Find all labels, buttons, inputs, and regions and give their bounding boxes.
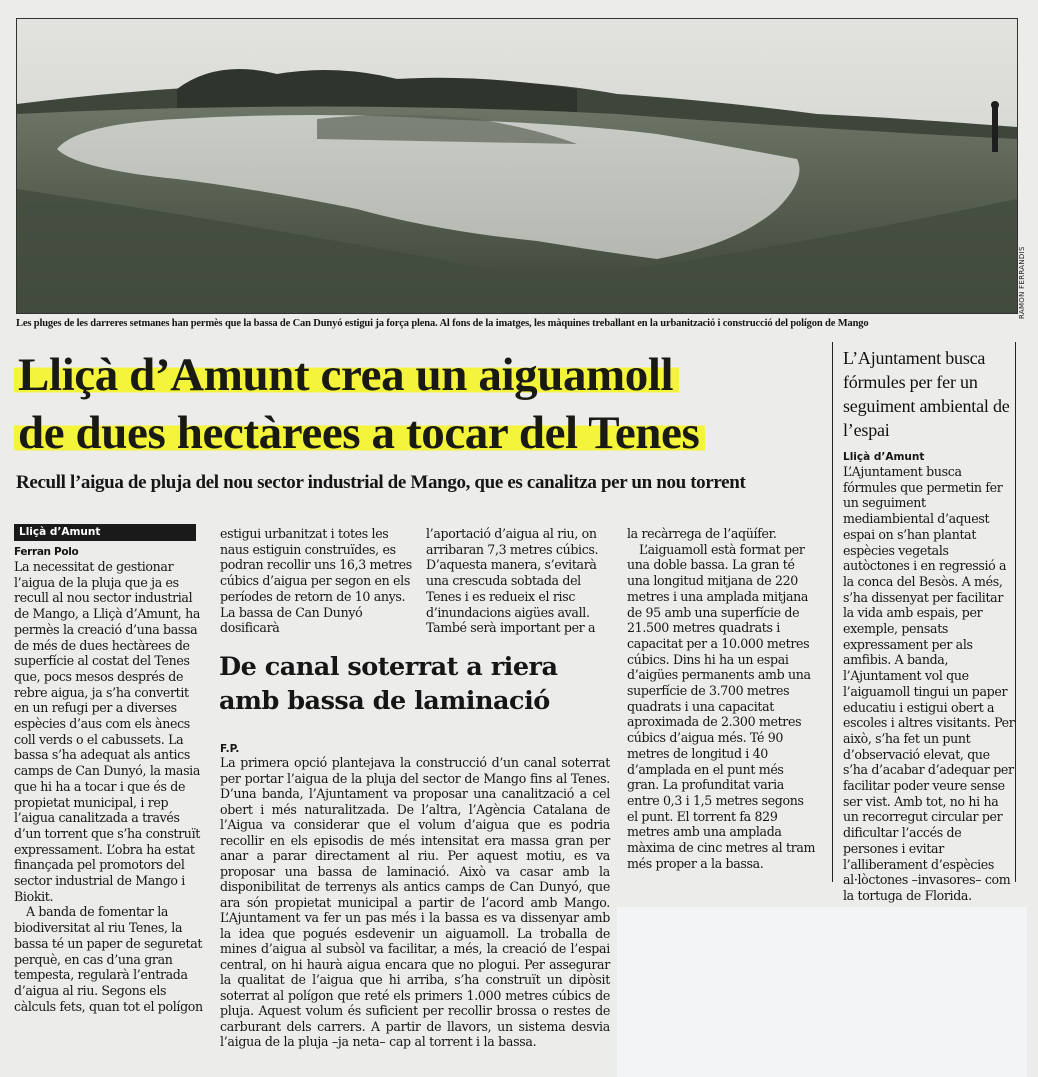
section-2-body <box>220 755 610 1050</box>
article-column-4 <box>627 526 817 871</box>
article-column-2 <box>220 526 415 636</box>
section-2-byline: F.P. <box>220 743 240 755</box>
paragraph: La primera opció plantejava la construcció d’un canal soterrat per portar l’aigua de la pluja del sector de Mango fins al Tenes. D’una banda, l’Ajuntament va proposar una canalització a cel obert i més naturalitzada. De l’altra, l’Agència Catalana de l’Aigua va considerar que el volum d’aigua que es podria recollir en els episodis de més intensitat era massa gran per anar a parar directament al riu. Per aquest motiu, es va proposar una bassa de laminació. Això va casar amb la disponibilitat de terrenys als antics camps de Can Dunyó, que ara són propietat municipal a partir de l’acord amb Mango. L’Ajuntament va fer un pas més i la bassa es va dissenyar amb la idea que pogués esdevenir un aiguamoll. La troballa de mines d’aigua al subsòl va facilitar, a més, la creació de l’espai central, on hi haurà aigua encara que no plogui. Per assegurar la qualitat de l’aigua que hi arriba, s’ha construït un dipòsit soterrat al polígon que reté els primers 1.000 metres cúbics de pluja. Aquest volum és suficient per recollir brossa o restes de carburant dels carrers. A partir de llavors, un sistema desvia l’aigua de la pluja –ja neta– cap al torrent i la bassa. <box>220 755 610 1049</box>
blank-area <box>617 907 1027 1077</box>
author-byline: Ferran Polo <box>14 546 79 558</box>
article-column-1 <box>14 545 204 1014</box>
paragraph: l’aportació d’aigua al riu, on arribaran 7,3 metres cúbics. D’aquesta manera, s’evitarà una crescuda sobtada del Tenes i es redueix el risc d’inundacions aigües avall. També serà important per a <box>426 526 599 636</box>
paragraph: La necessitat de gestionar l’aigua de la pluja que ja es recull al nou sector industrial de Mango, a Lliçà d’Amunt, ha permès la creació d’una bassa de més de dues hectàrees de superfície al costat del Tenes que, pocs mesos després de rebre aigua, ja s’ha convertit en un refugi per a diverses espècies d’aus com els ànecs coll verds o el cabussets. La bassa s’ha adequat als antics camps de Can Dunyó, la masia que hi ha a tocar i que és de propietat municipal, i rep l’aigua canalitzada a través d’un torrent que s’ha construït expressament. L’obra ha estat finançada pel promotors del sector industrial de Mango i Biokit. <box>14 559 201 904</box>
sidebar-box <box>832 342 1016 903</box>
section-2-title <box>219 650 619 718</box>
paragraph: A banda de fomentar la biodiversitat al riu Tenes, la bassa té un paper de seguretat perquè, en cas d’una gran tempesta, regularà l’entrada d’aigua al riu. Segons els càlculs fets, quan tot el polígon <box>14 904 203 1014</box>
photo-credit: RAMON FERRANDIS <box>1018 246 1026 319</box>
headline-line-2: de dues hectàrees a tocar del Tenes <box>14 407 705 459</box>
article-column-3 <box>426 526 618 636</box>
section-2-title-line-1: De canal soterrat a riera <box>219 652 558 682</box>
photo-caption: Les pluges de les darreres setmanes han permès que la bassa de Can Dunyó estigui ja força plena. Al fons de la imatges, les màquines treballant en la urbanització i construcció del polígon de Mango <box>16 318 869 329</box>
section-kicker: Lliçà d’Amunt <box>14 524 196 541</box>
headline-line-1: Lliçà d’Amunt crea un aiguamoll <box>14 349 679 401</box>
paragraph: estigui urbanitzat i totes les naus estiguin construïdes, es podran recollir uns 16,3 metres cúbics d’aigua per segon en els períodes de retorn de 10 anys. La bassa de Can Dunyó dosificarà <box>220 526 412 636</box>
wetland-photo-illustration <box>17 19 1017 313</box>
paragraph: L’aiguamoll està format per una doble bassa. La gran té una longitud mitjana de 220 metres i una amplada mitjana de 95 amb una superfície de 21.500 metres quadrats i capacitat per a 10.000 metres cúbics. Dins hi ha un espai d’aigües permanents amb una superfície de 3.700 metres quadrats i una capacitat aproximada de 2.300 metres cúbics d’aigua més. Té 90 metres de longitud i 40 d’amplada en el punt més gran. La profunditat varia entre 0,3 i 1,5 metres segons el punt. El torrent fa 829 metres amb una amplada màxima de cinc metres al tram més proper a la bassa. <box>627 541 816 871</box>
section-2-title-line-2: amb bassa de laminació <box>219 686 550 716</box>
article-photo <box>16 18 1026 319</box>
paragraph: la recàrrega de l’aqüífer. <box>627 526 777 541</box>
sidebar-body: L’Ajuntament busca fórmules que permetin fer un seguiment mediambiental d’aquest espai on s’han plantat espècies vegetals autòctones i en regressió a la conca del Besòs. A més, s’ha dissenyat per facilitar la vida amb espais, per exemple, pensats expressament per als amfibis. A banda, l’Ajuntament vol que l’aiguamoll tingui un paper educatiu i estigui obert a escoles i altres visitants. Per això, s’ha fet un punt d’observació elevat, que s’ha d’acabar d’adequar per facilitar poder veure sense ser vist. Amb tot, no hi ha un recorregut circular per dificultar l’accés de persones i evitar l’alliberament d’espècies al·lòctones –invasores– com la tortuga de Florida. <box>843 464 1015 903</box>
subheadline: Recull l’aigua de pluja del nou sector industrial de Mango, que es canalitza per un nou torrent <box>16 472 746 493</box>
sidebar-title: L’Ajuntament busca fórmules per fer un seguiment ambiental de l’espai <box>843 348 1010 440</box>
headline <box>14 346 824 462</box>
sidebar-byline: Lliçà d’Amunt <box>843 451 925 463</box>
